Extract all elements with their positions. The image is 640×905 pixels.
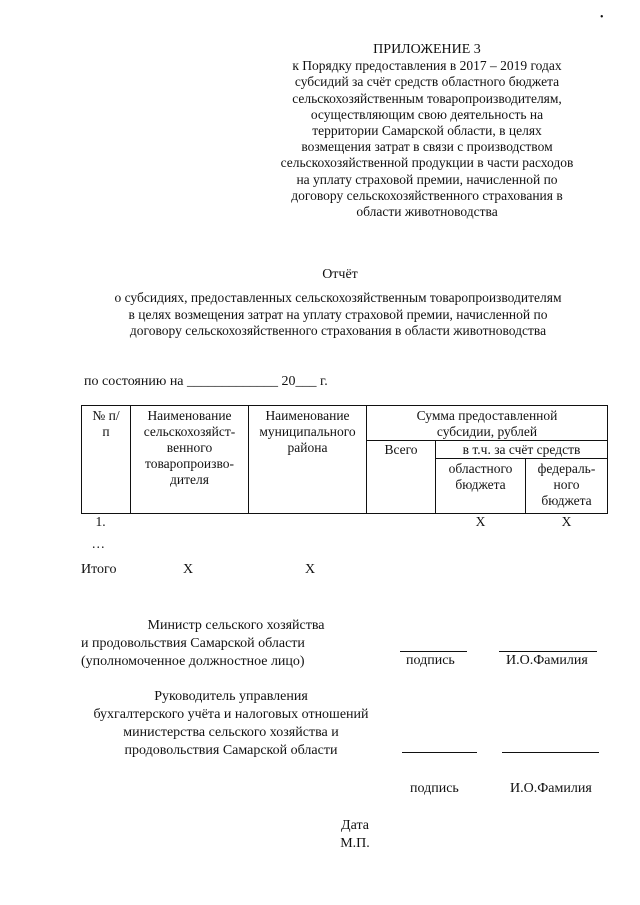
signature2-caption: подпись bbox=[410, 781, 459, 796]
totals-label: Итого bbox=[81, 562, 117, 577]
signatory1-line: и продовольствия Самарской области bbox=[81, 636, 305, 651]
header-federal: федераль-ного бюджета bbox=[526, 459, 608, 514]
signatory2-line: продовольствия Самарской области bbox=[124, 743, 338, 758]
report-subtitle-line: в целях возмещения затрат на уплату страховой премии, начисленной по bbox=[128, 306, 548, 322]
name2-caption: И.О.Фамилия bbox=[510, 781, 592, 796]
row-num: 1. bbox=[95, 514, 106, 529]
header-district: Наименование муниципального района bbox=[249, 406, 367, 514]
row-num: … bbox=[91, 536, 105, 551]
report-subtitle bbox=[62, 290, 614, 340]
name2-line bbox=[502, 752, 599, 753]
row-regional: Х bbox=[475, 514, 486, 529]
signatory1-line: Министр сельского хозяйства bbox=[147, 618, 325, 633]
row-federal: Х bbox=[561, 514, 572, 529]
header-num: № п/п bbox=[82, 406, 131, 514]
appendix-line: территории Самарской области, в целях bbox=[312, 123, 542, 139]
corner-dot: • bbox=[600, 12, 604, 23]
header-total: Всего bbox=[367, 441, 436, 514]
date-stamp-block bbox=[290, 817, 420, 853]
report-title: Отчёт bbox=[322, 267, 358, 282]
signatory2-title bbox=[81, 688, 381, 760]
as-of-date-line: по состоянию на _____________ 20___ г. bbox=[84, 374, 328, 389]
appendix-line: осуществляющим свою деятельность на bbox=[310, 106, 544, 122]
appendix-line: сельскохозяйственным товаропроизводителям, bbox=[292, 90, 562, 106]
signature1-line bbox=[400, 651, 467, 652]
totals-x-district: Х bbox=[305, 562, 316, 577]
table-row bbox=[82, 514, 608, 537]
appendix-header bbox=[262, 42, 592, 220]
subsidy-table bbox=[81, 405, 608, 558]
appendix-line: договору сельскохозяйственного страхования в bbox=[291, 187, 563, 203]
appendix-line: на уплату страховой премии, начисленной по bbox=[296, 171, 558, 187]
appendix-line: к Порядку предоставления в 2017 – 2019 годах bbox=[292, 58, 562, 74]
header-sum: Сумма предоставленной субсидии, рублей bbox=[367, 406, 608, 441]
appendix-line: области животноводства bbox=[356, 204, 498, 220]
signatory2-line: Руководитель управления bbox=[154, 689, 308, 704]
signatory2-line: министерства сельского хозяйства и bbox=[123, 725, 339, 740]
signatory1-title bbox=[81, 617, 371, 671]
appendix-heading: ПРИЛОЖЕНИЕ 3 bbox=[373, 42, 481, 57]
stamp-label: М.П. bbox=[340, 836, 370, 851]
report-subtitle-line: договору сельскохозяйственного страхования в области животноводства bbox=[129, 323, 547, 339]
appendix-line: сельскохозяйственной продукции в части расходов bbox=[280, 155, 574, 171]
signature1-caption: подпись bbox=[406, 653, 455, 668]
header-regional: областного бюджета bbox=[436, 459, 526, 514]
table-row bbox=[82, 536, 608, 558]
signatory1-line: (уполномоченное должностное лицо) bbox=[81, 654, 305, 669]
signatory2-line: бухгалтерского учёта и налоговых отношений bbox=[93, 707, 369, 722]
report-subtitle-line: о субсидиях, предоставленных сельскохозяйственным товаропроизводителям bbox=[114, 290, 562, 305]
appendix-line: возмещения затрат в связи с производством bbox=[301, 139, 553, 155]
header-producer: Наименование сельскохозяйст-венного товаропроизво-дителя bbox=[131, 406, 249, 514]
appendix-line: субсидий за счёт средств областного бюджета bbox=[294, 74, 560, 90]
header-incl: в т.ч. за счёт средств bbox=[436, 441, 608, 459]
totals-x-producer: Х bbox=[183, 562, 194, 577]
date-label: Дата bbox=[341, 818, 369, 833]
name1-line bbox=[499, 651, 597, 652]
signature2-line bbox=[402, 752, 477, 753]
name1-caption: И.О.Фамилия bbox=[506, 653, 588, 668]
